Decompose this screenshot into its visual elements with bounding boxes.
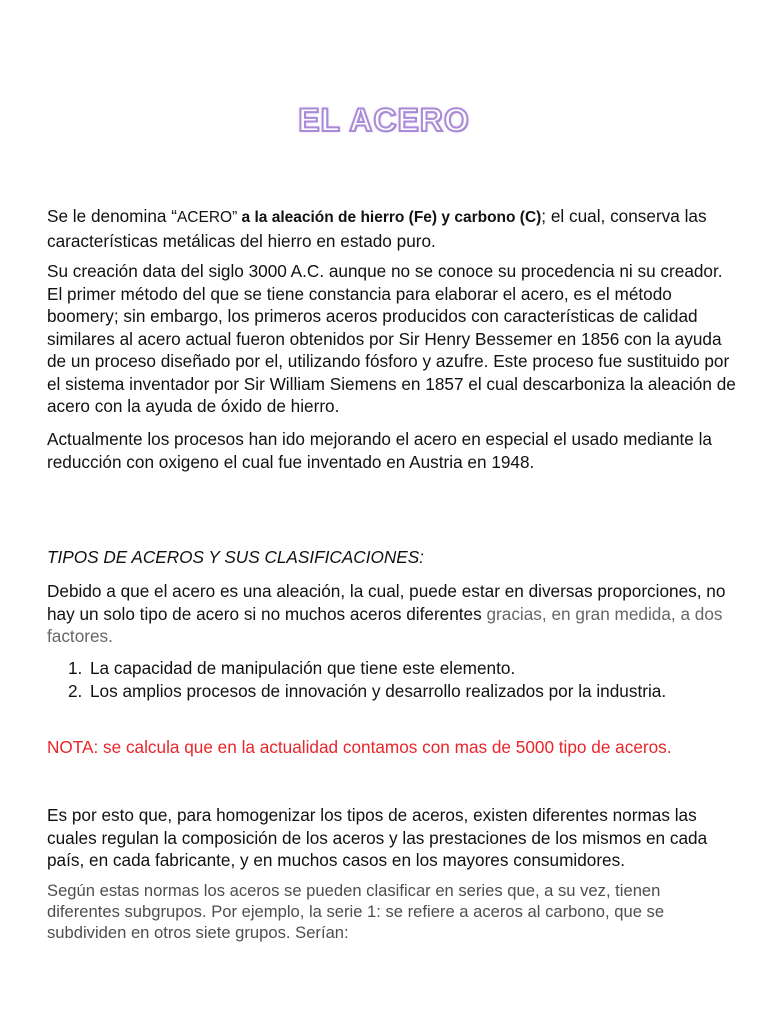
intro-definition: a la aleación de hierro (Fe) y carbono (C) [237,209,542,226]
intro-acero-term: ACERO” [176,209,238,226]
history-paragraph: Su creación data del siglo 3000 A.C. aunque no se conoce su procedencia ni su creador. El primer método del que se tiene constancia para elaborar el acero, es el método boomery; sin embargo, los primeros aceros producidos con características de calidad similares al acero actual fueron obtenidos por Sir Henry Bessemer en 1856 con la ayuda de un proceso diseñado por el, utilizando fósforo y azufre. Este proceso fue sustituido por el sistema inventador por Sir William Siemens en 1857 el cual descarboniza la aleación de acero con la ayuda de óxido de hierro. [47,261,736,416]
list-item [68,657,738,680]
document-title: EL ACERO [298,102,470,138]
intro-text-a: Se le denomina “ [47,206,177,226]
section-heading: TIPOS DE ACEROS Y SUS CLASIFICACIONES: [47,547,424,567]
current-processes-paragraph: Actualmente los procesos han ido mejorando el acero en especial el usado mediante la reducción con oxigeno el cual fue inventado en Austria en 1948. [47,429,712,472]
list-item-text: Los amplios procesos de innovación y desarrollo realizados por la industria. [90,680,667,701]
list-item-text: La capacidad de manipulación que tiene este elemento. [90,658,516,678]
note-paragraph: NOTA: se calcula que en la actualidad contamos con mas de 5000 tipo de aceros. [47,737,672,757]
series-paragraph: Según estas normas los aceros se pueden clasificar en series que, a su vez, tienen diferentes subgrupos. Por ejemplo, la serie 1: se refiere a aceros al carbono, que se subdividen en otros siete grupos. Serían: [47,881,665,942]
intro-paragraph [47,205,737,252]
norms-paragraph: Es por esto que, para homogenizar los tipos de aceros, existen diferentes normas las cuales regulan la composición de los aceros y las prestaciones de los mismos en cada país, en cada fabricante, y en muchos casos en los mayores consumidores. [47,805,708,870]
types-text-a: Debido a que el acero es una aleación, la cual, puede estar en diversas proporciones, no hay un solo tipo de acero si no muchos aceros diferentes [47,581,726,624]
list-item-number: 2. [68,680,83,701]
list-item-number: 1. [68,658,83,678]
types-paragraph [47,580,737,648]
intro-text-d: ; el cual, conserva las características metálicas del hierro en estado puro. [47,206,707,251]
list-item [68,680,738,703]
factors-list [68,657,738,702]
types-text-b: gracias, en gran medida, a dos factores. [47,603,723,646]
